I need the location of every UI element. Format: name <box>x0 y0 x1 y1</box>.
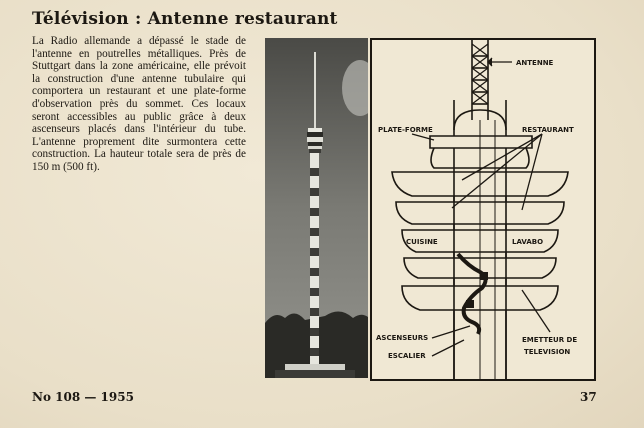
label-cuisine: CUISINE <box>406 238 438 246</box>
article-title: Télévision : Antenne restaurant <box>32 9 338 29</box>
label-restaurant: RESTAURANT <box>522 126 574 134</box>
label-ascenseurs: ASCENSEURS <box>376 334 429 342</box>
tower-photo-image <box>265 38 368 378</box>
label-emetteur-line1: EMETTEUR DE <box>522 336 578 344</box>
tower-shaft <box>310 153 319 368</box>
diagram-drawing <box>372 40 594 379</box>
page-number: 37 <box>580 390 597 404</box>
tower-photo <box>265 38 368 378</box>
label-lavabo: LAVABO <box>512 238 544 246</box>
label-plate-forme: PLATE-FORME <box>378 126 433 134</box>
label-emetteur-line2: TELEVISION <box>524 348 571 356</box>
label-antenne: ANTENNE <box>516 59 554 67</box>
tower-cross-section-diagram <box>370 38 596 381</box>
label-escalier: ESCALIER <box>388 352 426 360</box>
article-body: La Radio allemande a dépassé le stade de l'antenne en poutrelles métalliques. Près de Stuttgart dans la zone américaine, elle prévoit la construction d'une antenne tubulaire qui comportera un restaurant et une plate-forme d'observation près du sommet. Ces locaux seront accessibles au public grâce à deux ascenseurs placés dans l'intérieur du tube. L'antenne proprement dite surmontera cette construction. La hauteur totale sera de près de 150 m (500 ft). <box>32 35 246 173</box>
issue-number: No 108 — 1955 <box>32 390 134 404</box>
